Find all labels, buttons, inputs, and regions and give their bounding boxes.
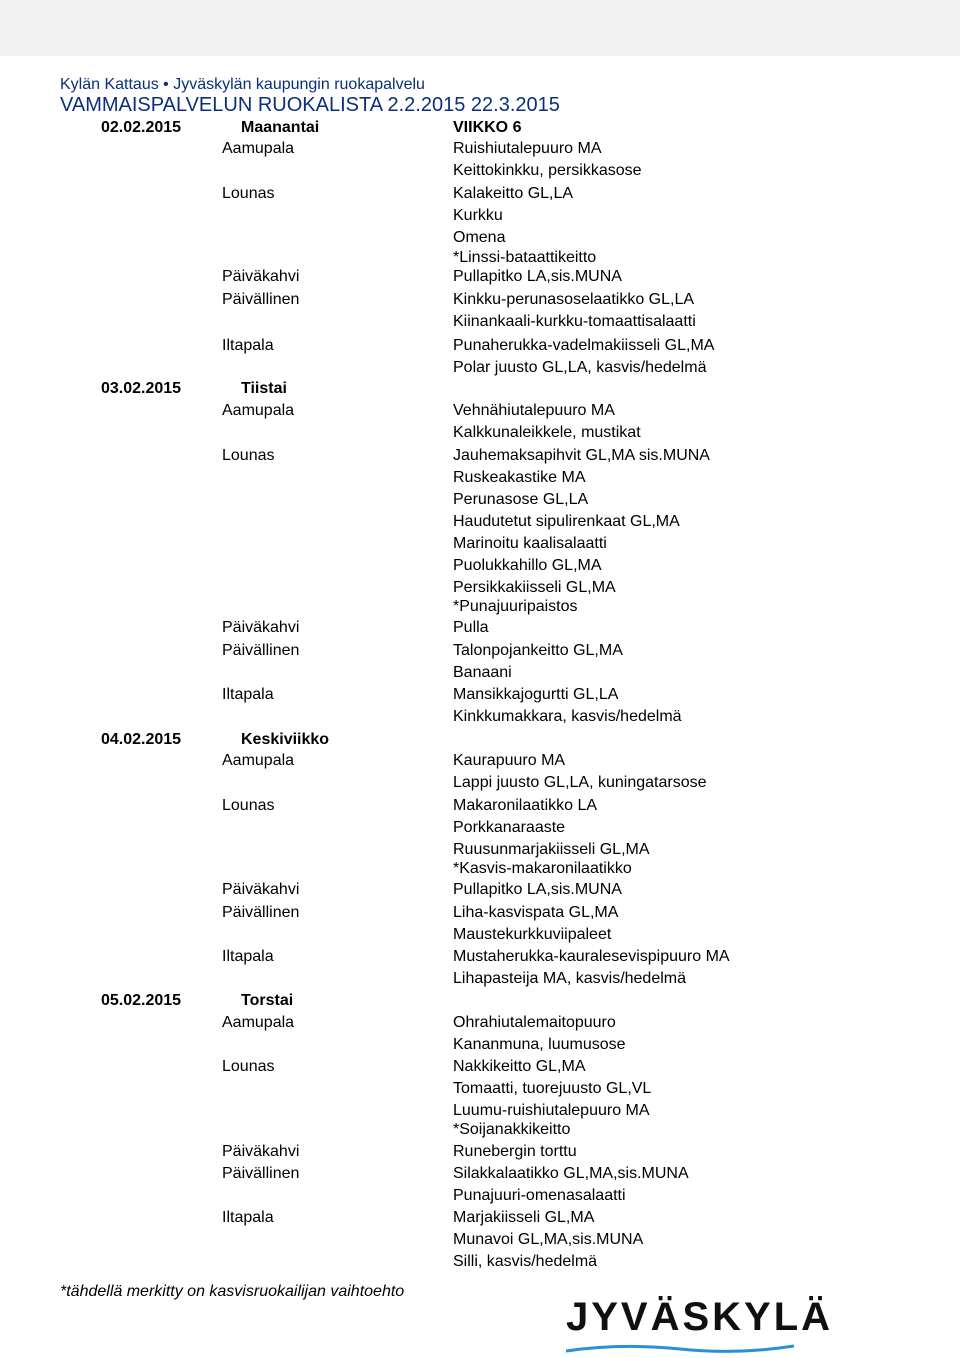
week-label: VIIKKO 6	[453, 119, 522, 136]
menu-item: Kiinankaali-kurkku-tomaattisalaatti	[453, 313, 696, 330]
menu-item: *Kasvis-makaronilaatikko	[453, 860, 632, 877]
menu-item: Runebergin torttu	[453, 1143, 577, 1160]
menu-item: Munavoi GL,MA,sis.MUNA	[453, 1231, 644, 1248]
meal-name: Iltapala	[222, 686, 274, 703]
menu-item: Haudutetut sipulirenkaat GL,MA	[453, 513, 680, 530]
menu-item: Pullapitko LA,sis.MUNA	[453, 881, 622, 898]
menu-item: Liha-kasvispata GL,MA	[453, 904, 619, 921]
menu-item: Polar juusto GL,LA, kasvis/hedelmä	[453, 359, 707, 376]
menu-item: Pulla	[453, 619, 489, 636]
meal-name: Iltapala	[222, 337, 274, 354]
menu-item: Marjakiisseli GL,MA	[453, 1209, 595, 1226]
menu-item: Ohrahiutalemaitopuuro	[453, 1014, 616, 1031]
meal-name: Päivällinen	[222, 904, 300, 921]
meal-name: Päiväkahvi	[222, 268, 300, 285]
menu-item: *Soijanakkikeitto	[453, 1121, 571, 1138]
meal-name: Lounas	[222, 1058, 275, 1075]
menu-item: Punajuuri-omenasalaatti	[453, 1187, 626, 1204]
menu-item: Kinkku-perunasoselaatikko GL,LA	[453, 291, 695, 308]
menu-item: Ruusunmarjakiisseli GL,MA	[453, 841, 650, 858]
meal-name: Päiväkahvi	[222, 619, 300, 636]
meal-name: Aamupala	[222, 1014, 295, 1031]
menu-item: Silakkalaatikko GL,MA,sis.MUNA	[453, 1165, 689, 1182]
meal-name: Iltapala	[222, 948, 274, 965]
meal-name: Aamupala	[222, 140, 295, 157]
menu-item: Keittokinkku, persikkasose	[453, 162, 642, 179]
meal-name: Päiväkahvi	[222, 881, 300, 898]
day-date: 02.02.2015	[101, 119, 182, 136]
menu-item: Ruskeakastike MA	[453, 469, 586, 486]
menu-item: Kaurapuuro MA	[453, 752, 566, 769]
day-date: 05.02.2015	[101, 992, 182, 1009]
menu-item: Kananmuna, luumusose	[453, 1036, 626, 1053]
day-weekday: Maanantai	[241, 119, 320, 136]
meal-name: Lounas	[222, 185, 275, 202]
menu-item: Puolukkahillo GL,MA	[453, 557, 602, 574]
menu-item: Kurkku	[453, 207, 503, 224]
menu-item: Punaherukka-vadelmakiisseli GL,MA	[453, 337, 715, 354]
day-weekday: Tiistai	[241, 380, 287, 397]
menu-item: Persikkakiisseli GL,MA	[453, 579, 616, 596]
menu-item: Nakkikeitto GL,MA	[453, 1058, 586, 1075]
menu-item: Perunasose GL,LA	[453, 491, 589, 508]
menu-item: Luumu-ruishiutalepuuro MA	[453, 1102, 650, 1119]
jyvaskyla-logo: JYVÄSKYLÄ	[566, 1295, 834, 1339]
menu-item: Mustaherukka-kauralesevispipuuro MA	[453, 948, 730, 965]
menu-item: Lappi juusto GL,LA, kuningatarsose	[453, 774, 707, 791]
meal-name: Aamupala	[222, 402, 295, 419]
menu-item: Banaani	[453, 664, 512, 681]
menu-item: Jauhemaksapihvit GL,MA sis.MUNA	[453, 447, 710, 464]
meal-name: Iltapala	[222, 1209, 274, 1226]
menu-item: Porkkanaraaste	[453, 819, 566, 836]
menu-item: Kalakeitto GL,LA	[453, 185, 574, 202]
menu-item: Tomaatti, tuorejuusto GL,VL	[453, 1080, 652, 1097]
logo-wave-icon	[566, 1343, 794, 1355]
meal-name: Päivällinen	[222, 642, 300, 659]
meal-name: Lounas	[222, 797, 275, 814]
menu-item: *Linssi-bataattikeitto	[453, 249, 597, 266]
menu-item: Omena	[453, 229, 506, 246]
menu-item: Mansikkajogurtti GL,LA	[453, 686, 619, 703]
meal-name: Päiväkahvi	[222, 1143, 300, 1160]
page-title: VAMMAISPALVELUN RUOKALISTA 2.2.2015 22.3.2015	[60, 94, 560, 116]
day-weekday: Torstai	[241, 992, 294, 1009]
day-weekday: Keskiviikko	[241, 731, 330, 748]
meal-name: Aamupala	[222, 752, 295, 769]
menu-item: Silli, kasvis/hedelmä	[453, 1253, 598, 1270]
menu-item: Pullapitko LA,sis.MUNA	[453, 268, 622, 285]
menu-item: Kinkkumakkara, kasvis/hedelmä	[453, 708, 682, 725]
menu-item: *Punajuuripaistos	[453, 598, 578, 615]
menu-item: Lihapasteija MA, kasvis/hedelmä	[453, 970, 687, 987]
menu-item: Kalkkunaleikkele, mustikat	[453, 424, 641, 441]
top-band	[0, 0, 960, 56]
day-date: 04.02.2015	[101, 731, 182, 748]
menu-item: Makaronilaatikko LA	[453, 797, 598, 814]
menu-item: Talonpojankeitto GL,MA	[453, 642, 623, 659]
day-date: 03.02.2015	[101, 380, 182, 397]
menu-item: Marinoitu kaalisalaatti	[453, 535, 607, 552]
menu-item: Vehnähiutalepuuro MA	[453, 402, 615, 419]
meal-name: Lounas	[222, 447, 275, 464]
footnote: *tähdellä merkitty on kasvisruokailijan vaihtoehto	[60, 1283, 405, 1300]
meal-name: Päivällinen	[222, 291, 300, 308]
organization-name: Kylän Kattaus • Jyväskylän kaupungin ruokapalvelu	[60, 76, 425, 93]
meal-name: Päivällinen	[222, 1165, 300, 1182]
menu-item: Ruishiutalepuuro MA	[453, 140, 602, 157]
menu-item: Maustekurkkuviipaleet	[453, 926, 612, 943]
